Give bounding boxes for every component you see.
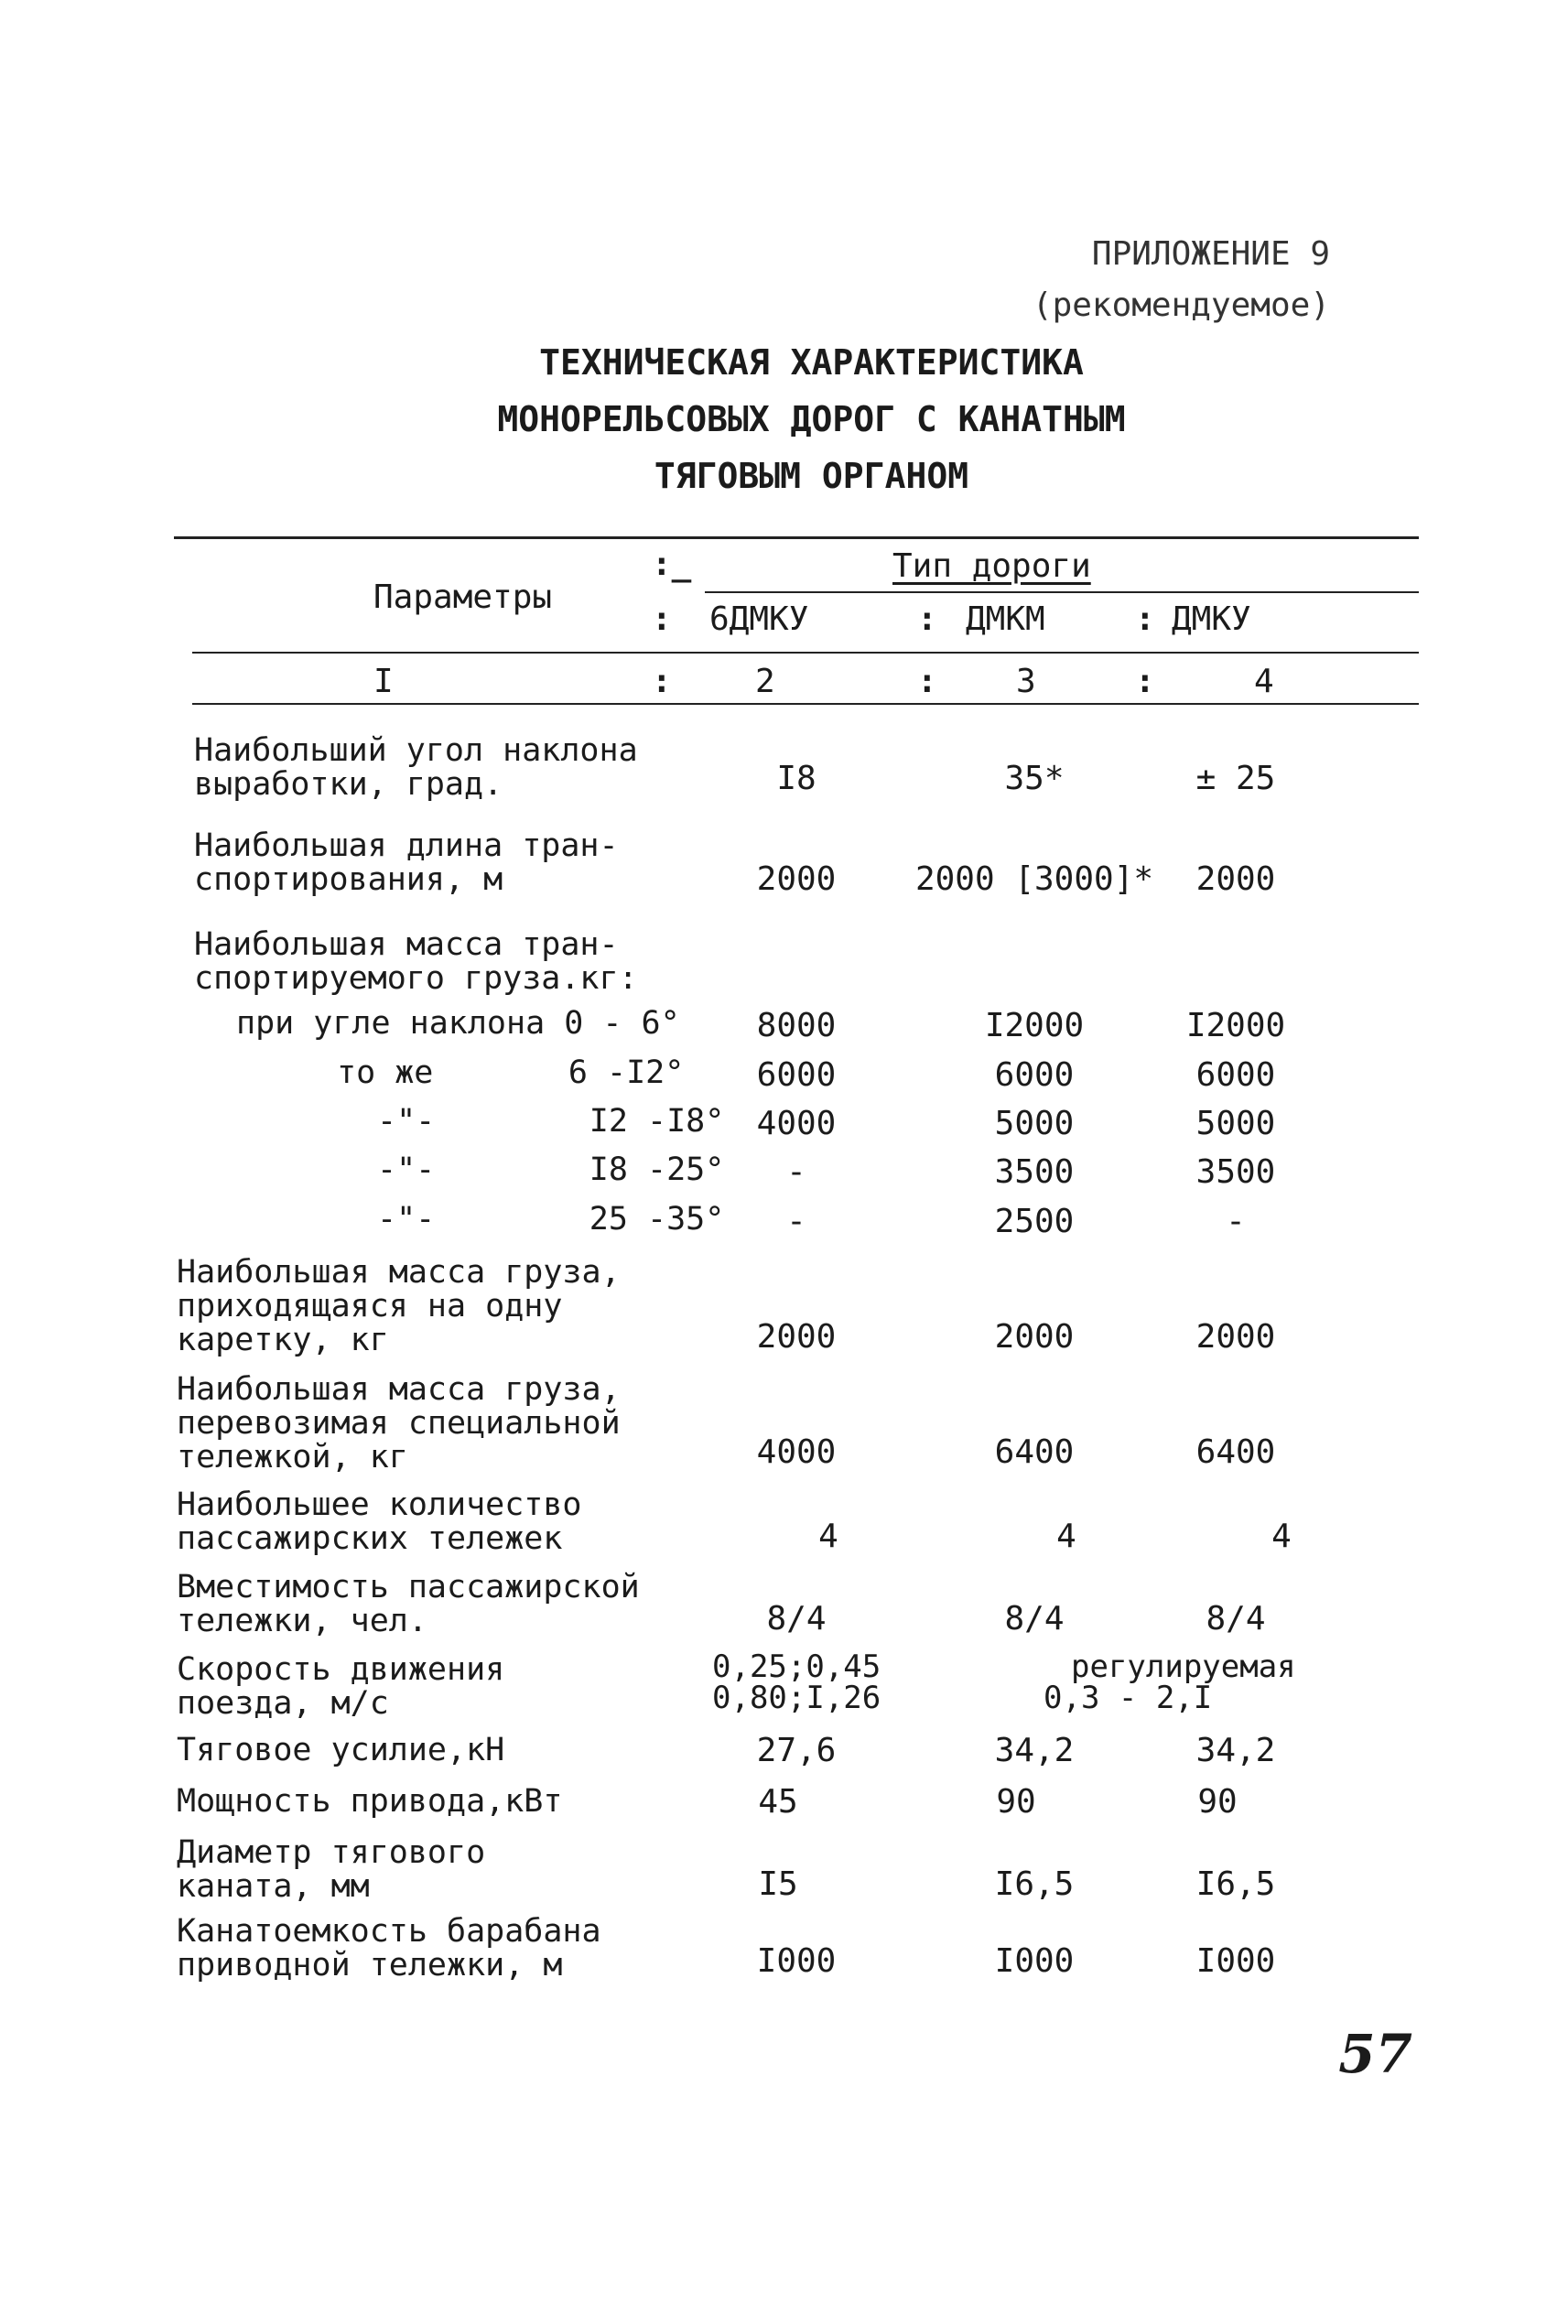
cell: 2500	[994, 1203, 1075, 1240]
page-title	[0, 334, 1568, 504]
row-label: Тяговое усилие,кН	[177, 1732, 505, 1768]
value-line: 0,25;0,45	[712, 1648, 881, 1685]
table-top-rule	[174, 536, 1419, 539]
label-line: тележкой, кг	[177, 1439, 408, 1475]
value-line: регулируемая	[1071, 1648, 1296, 1685]
label-line: тележки, чел.	[177, 1603, 427, 1639]
label-line: Канатоемкость барабана	[177, 1913, 601, 1950]
cell: 6000	[756, 1056, 837, 1094]
cell: 4000	[756, 1105, 837, 1142]
column-header-6dmku: 6ДМКУ	[709, 600, 809, 638]
label-line: Скорость движения	[177, 1651, 505, 1688]
header-colon: :	[1135, 600, 1155, 638]
row-label	[177, 1571, 640, 1638]
label-line: пассажирских тележек	[177, 1520, 563, 1557]
col-number: 3	[1016, 663, 1036, 700]
cell: 3500	[994, 1153, 1075, 1191]
col-number: 4	[1254, 663, 1274, 700]
cell: 34,2	[1195, 1732, 1276, 1769]
cell: 27,6	[756, 1732, 837, 1769]
cell: -	[786, 1203, 806, 1240]
cell: 4	[1271, 1518, 1292, 1555]
label-line: спортирования, м	[194, 861, 503, 898]
row-label: при угле наклона 0 - 6°	[236, 1005, 680, 1042]
cell: 8/4	[1206, 1600, 1266, 1638]
appendix-header	[1033, 229, 1330, 331]
cell: ± 25	[1195, 760, 1276, 797]
cell: 4000	[756, 1433, 837, 1471]
row-label	[177, 1653, 504, 1721]
header-colon: :	[652, 600, 672, 638]
label-line: каната, мм	[177, 1868, 370, 1905]
cell: 90	[1197, 1783, 1238, 1821]
label-line: Диаметр тягового	[177, 1834, 486, 1871]
speed-values-col2	[712, 1648, 881, 1716]
label-line: перевозимая специальной	[177, 1405, 621, 1442]
row-label	[194, 734, 638, 802]
row-label	[177, 1836, 485, 1904]
cell: 2000	[756, 860, 837, 898]
page-number: 57	[1338, 2023, 1412, 2085]
label-line: приходящаяся на одну	[177, 1288, 563, 1324]
row-label: -"- I2 -I8°	[377, 1103, 725, 1140]
cell: 2000	[756, 1318, 837, 1356]
row-label	[177, 1915, 601, 1983]
label-line: приводной тележки, м	[177, 1947, 563, 1984]
label-line: каретку, кг	[177, 1322, 389, 1358]
cell: 4	[1056, 1518, 1076, 1555]
cell: 6400	[994, 1433, 1075, 1471]
cell: 8/4	[766, 1600, 827, 1638]
label-line: Наибольшая масса тран-	[194, 926, 619, 963]
cell: 2000	[1195, 860, 1276, 898]
title-line-3: ТЯГОВЫМ ОРГАНОМ	[654, 456, 969, 496]
label-line: Наибольшее количество	[177, 1486, 582, 1523]
number-colon: :	[1135, 663, 1155, 700]
col-number: I	[373, 663, 394, 700]
row-label: Мощность привода,кВт	[177, 1783, 563, 1820]
cell: 5000	[994, 1105, 1075, 1142]
cell: 35*	[1004, 760, 1065, 797]
type-header: Тип дороги	[892, 547, 1091, 585]
cell: 2000 [3000]*	[914, 860, 1154, 898]
cell: 34,2	[994, 1732, 1075, 1769]
label-line: Наибольший угол наклона	[194, 732, 638, 769]
number-colon: :	[652, 663, 672, 700]
column-header-dmku: ДМКУ	[1172, 600, 1251, 638]
cell: I5	[758, 1865, 798, 1903]
cell: I000	[994, 1942, 1075, 1980]
title-line-1: ТЕХНИЧЕСКАЯ ХАРАКТЕРИСТИКА	[539, 342, 1084, 383]
cell: I8	[776, 760, 816, 797]
label-line: спортируемого груза.кг:	[194, 960, 638, 997]
cell: -	[1226, 1203, 1246, 1240]
row-label	[194, 829, 619, 897]
cell: 8000	[756, 1007, 837, 1044]
cell: I6,5	[994, 1865, 1075, 1903]
row-label: то же 6 -I2°	[337, 1054, 685, 1091]
header-colon: :	[917, 600, 937, 638]
cell: 90	[996, 1783, 1036, 1821]
label-line: Наибольшая масса груза,	[177, 1371, 621, 1408]
label-line: поезда, м/с	[177, 1685, 389, 1722]
row-label	[177, 1256, 621, 1357]
value-line: 0,80;I,26	[712, 1680, 881, 1716]
cell: 6000	[1195, 1056, 1276, 1094]
cell: I2000	[1185, 1007, 1286, 1044]
header-colon: :_	[652, 546, 692, 583]
cell: 8/4	[1004, 1600, 1065, 1638]
param-header: Параметры	[373, 578, 553, 616]
cell: -	[786, 1153, 806, 1191]
cell: I2000	[984, 1007, 1085, 1044]
label-line: Вместимость пассажирской	[177, 1569, 640, 1605]
title-line-2: МОНОРЕЛЬСОВЫХ ДОРОГ С КАНАТНЫМ	[497, 399, 1126, 439]
appendix-label: ПРИЛОЖЕНИЕ 9	[1091, 235, 1330, 273]
col-number: 2	[755, 663, 775, 700]
header-bottom-rule	[192, 652, 1419, 654]
column-header-dmkm: ДМКМ	[966, 600, 1045, 638]
cell: 5000	[1195, 1105, 1276, 1142]
appendix-note: (рекомендуемое)	[1032, 286, 1330, 324]
cell: 3500	[1195, 1153, 1276, 1191]
cell: 6000	[994, 1056, 1075, 1094]
label-line: Наибольшая масса груза,	[177, 1254, 621, 1291]
label-line: выработки, град.	[194, 766, 503, 803]
row-label	[177, 1488, 582, 1556]
cell: 2000	[994, 1318, 1075, 1356]
row-label	[194, 928, 638, 996]
row-label	[177, 1373, 621, 1475]
cell: I000	[756, 1942, 837, 1980]
type-header-rule	[705, 591, 1419, 593]
speed-values-col34	[1044, 1648, 1296, 1716]
cell: I6,5	[1195, 1865, 1276, 1903]
row-label: -"- 25 -35°	[377, 1201, 725, 1238]
number-colon: :	[917, 663, 937, 700]
label-line: Наибольшая длина тран-	[194, 827, 619, 864]
cell: 4	[818, 1518, 838, 1555]
row-label: -"- I8 -25°	[377, 1151, 725, 1188]
cell: 6400	[1195, 1433, 1276, 1471]
cell: 45	[758, 1783, 798, 1821]
value-line: 0,3 - 2,I	[1044, 1680, 1213, 1716]
cell: 2000	[1195, 1318, 1276, 1356]
numbers-bottom-rule	[192, 703, 1419, 705]
cell: I000	[1195, 1942, 1276, 1980]
